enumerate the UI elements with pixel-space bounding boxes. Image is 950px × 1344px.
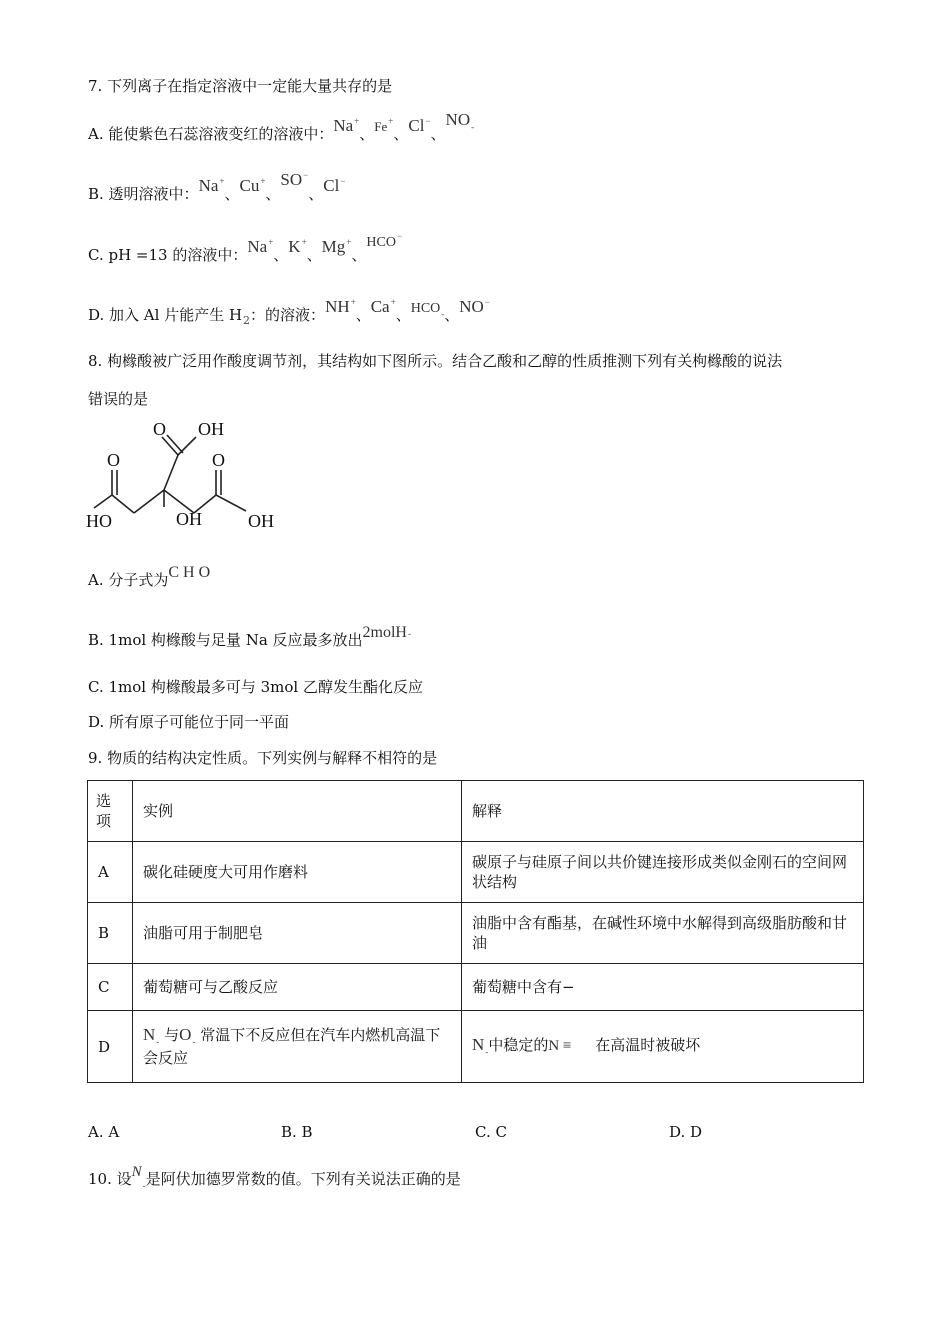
ion-na: Na+ (333, 116, 360, 135)
table-row (88, 964, 864, 1011)
choice-c: C. C (475, 1123, 507, 1141)
q9-stem: 9. 物质的结构决定性质。下列实例与解释不相符的是 (88, 749, 438, 767)
label-oh-center: OH (176, 509, 202, 529)
formula-n2: N (143, 1025, 156, 1044)
bond-c3-c6 (164, 455, 178, 490)
label-ho-left: HO (86, 511, 112, 531)
table-row (88, 1011, 864, 1083)
q8-option-a-label: A. 分子式为 (88, 571, 169, 589)
formula-2molh2: 2molH (362, 624, 407, 641)
header-explain: 解释 (462, 781, 864, 842)
q7-option-d: D. 加入 Al 片能产生 $H_2$：的溶液：NH+、Ca+、$HCO_-$、NO− (88, 297, 490, 327)
label-o-right: O (212, 450, 225, 470)
formula-o2: O (179, 1025, 192, 1044)
row-d-option: D (88, 1011, 133, 1083)
row-b-option: B (88, 903, 133, 964)
ion-ca: Ca+ (370, 297, 396, 316)
q9-table (87, 780, 864, 1083)
q8-option-b: B. 1mol 枸橼酸与足量 Na 反应最多放出2molH- (88, 624, 412, 649)
row-c-example: 葡萄糖可与乙酸反应 (133, 964, 462, 1011)
bond-c2-c3 (134, 490, 164, 513)
formula-n2: N (472, 1035, 485, 1054)
q10-stem: 10. 设$N_-$是阿伏加德罗常数的值。下列有关说法正确的是 (88, 1164, 461, 1192)
q8-option-b-label: B. 1mol 枸橼酸与足量 Na 反应最多放出 (88, 631, 363, 649)
q7-option-a-label: A. 能使紫色石蕊溶液变红的溶液中： (88, 125, 334, 143)
ion-na: Na+ (198, 176, 225, 195)
q7-option-c: C. pH =13 的溶液中：Na+、K+、Mg+、HCO− (88, 231, 403, 264)
row-a-example: 碳化硅硬度大可用作磨料 (133, 842, 462, 903)
ion-fe: Fe+ (374, 116, 394, 134)
bond-c5-oh (216, 495, 246, 511)
row-a-option: A (88, 842, 133, 903)
q8-option-d: D. 所有原子可能位于同一平面 (88, 713, 290, 731)
ion-cu: Cu+ (239, 176, 266, 195)
choice-b: B. B (281, 1123, 313, 1141)
q8-stem-line2: 错误的是 (88, 390, 149, 408)
table-row (88, 903, 864, 964)
bond-c1-c2 (112, 495, 134, 513)
bond-c6-o-a (162, 437, 178, 455)
q7-option-a: A. 能使紫色石蕊溶液变红的溶液中：Na+、Fe+、Cl−、$NO_-$ (88, 110, 475, 143)
row-c-option: C (88, 964, 133, 1011)
row-d-example: $N_-$ 与$O_-$ 常温下不反应但在汽车内燃机高温下会反应 (133, 1011, 462, 1083)
ion-hco3: HCO− (366, 231, 403, 250)
ion-na: Na+ (247, 237, 274, 256)
ion-so4: SO− (280, 170, 309, 189)
ion-hco3: $HCO_-$ (410, 301, 445, 319)
ion-mg: Mg+ (321, 237, 352, 256)
row-c-explain: 葡萄糖中含有− (462, 964, 864, 1011)
avogadro-symbol: N (131, 1164, 142, 1180)
bond-c6-oh (178, 437, 196, 455)
row-d-explain: $N_-$中稳定的N ≡ 在高温时被破坏 (462, 1011, 864, 1083)
choice-a: A. A (88, 1123, 120, 1141)
q7-stem: 7. 下列离子在指定溶液中一定能大量共存的是 (88, 77, 393, 95)
bond-c6-o-b (167, 435, 183, 453)
row-b-explain: 油脂中含有酯基，在碱性环境中水解得到高级脂肪酸和甘油 (462, 903, 864, 964)
triple-bond: N ≡ (548, 1038, 572, 1054)
ion-no3: $NO_-$ (445, 110, 475, 132)
q7-option-b: B. 透明溶液中：Na+、Cu+、SO−、Cl− (88, 170, 346, 203)
ion-cl: Cl− (408, 116, 431, 135)
structure-bonds (94, 435, 246, 513)
q7-option-c-label: C. pH =13 的溶液中： (88, 246, 248, 264)
header-example: 实例 (133, 781, 462, 842)
choice-d: D. D (669, 1123, 703, 1141)
label-o-left: O (107, 450, 120, 470)
formula-c6h8o7: C H O (168, 564, 211, 581)
label-o-top: O (153, 419, 166, 439)
q7-option-d-label: D. 加入 Al 片能产生 H (88, 306, 243, 324)
q7-option-b-label: B. 透明溶液中： (88, 185, 199, 203)
row-a-explain: 碳原子与硅原子间以共价键连接形成类似金刚石的空间网状结构 (462, 842, 864, 903)
row-b-example: 油脂可用于制肥皂 (133, 903, 462, 964)
ion-nh4: NH+ (325, 297, 356, 316)
header-option: 选项 (88, 781, 133, 842)
citric-acid-structure (86, 415, 296, 540)
label-oh-right: OH (248, 511, 274, 531)
ion-cl: Cl− (323, 176, 346, 195)
ion-k: K+ (288, 237, 307, 256)
h2-subscript: 2 (243, 314, 251, 327)
table-header-row (88, 781, 864, 842)
label-oh-top: OH (198, 419, 224, 439)
q8-option-c: C. 1mol 枸橼酸最多可与 3mol 乙醇发生酯化反应 (88, 678, 423, 696)
q8-option-a (88, 564, 211, 591)
bond-ho-c1 (94, 495, 112, 508)
table-row (88, 842, 864, 903)
ion-no3: NO− (459, 297, 490, 316)
q8-stem-line1: 8. 枸橼酸被广泛用作酸度调节剂，其结构如下图所示。结合乙酸和乙醇的性质推测下列有关枸橼酸的说法 (88, 352, 783, 370)
